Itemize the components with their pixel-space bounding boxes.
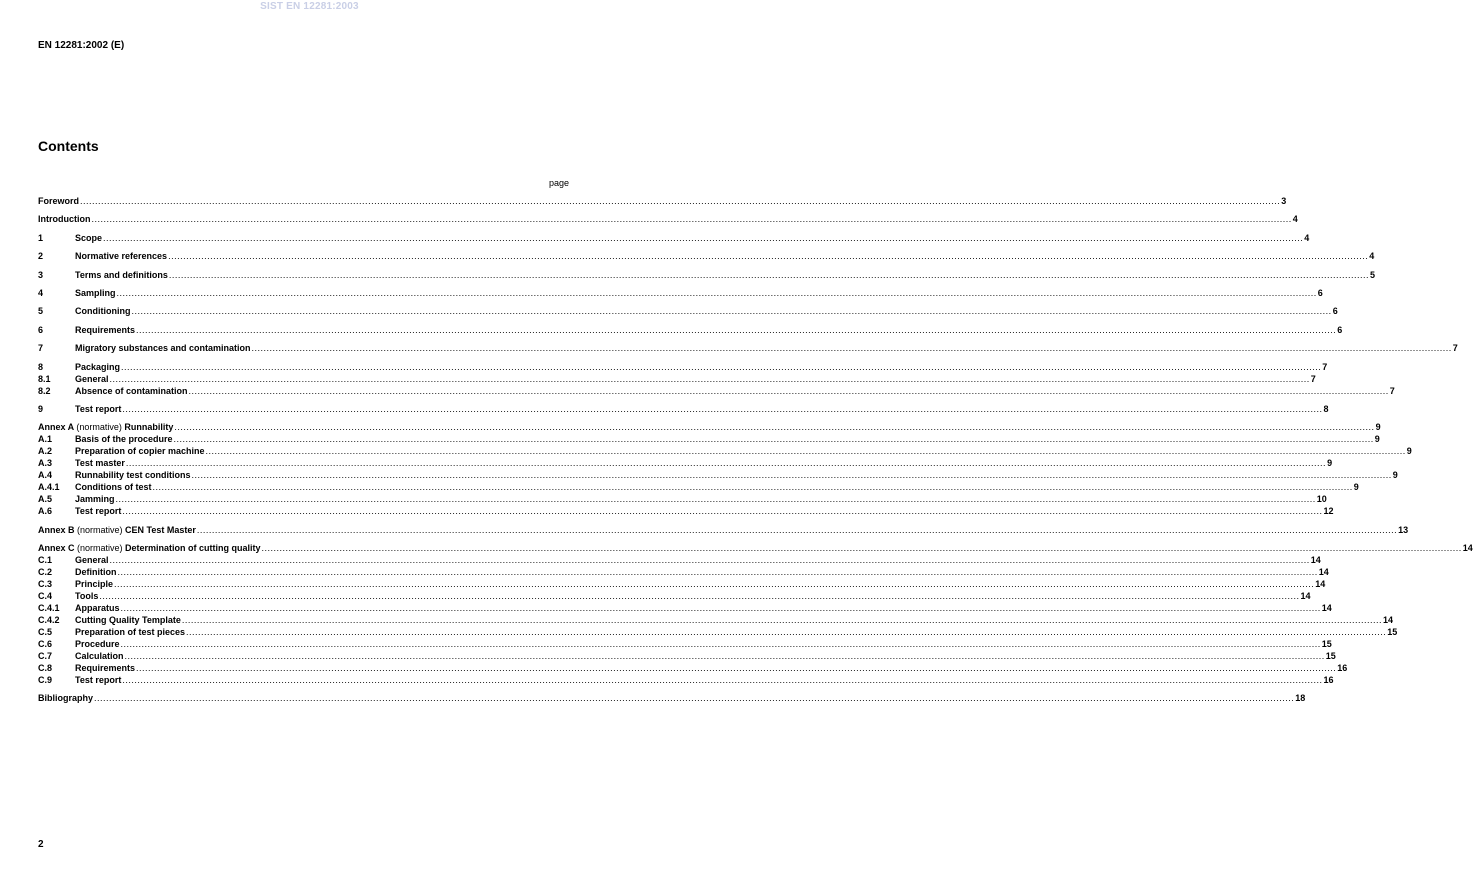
dot-leader: ................................................................................................................................................................................................................................................................................................................................................................................................................	[94, 693, 1295, 704]
dot-leader: ................................................................................................................................................................................................................................................................................................................................................................................................................	[115, 494, 1316, 505]
toc-entry-page: 18	[1295, 693, 1306, 704]
dot-leader: ................................................................................................................................................................................................................................................................................................................................................................................................................	[114, 579, 1315, 590]
toc-entry-page: 9	[1375, 422, 1381, 433]
toc-entry-title: Migratory substances and contamination	[75, 343, 251, 354]
dot-leader: ................................................................................................................................................................................................................................................................................................................................................................................................................	[124, 651, 1325, 662]
dot-leader: ................................................................................................................................................................................................................................................................................................................................................................................................................	[136, 324, 1337, 335]
toc-entry-title: Apparatus	[75, 603, 120, 614]
toc-entry-number: A.1	[38, 434, 53, 445]
toc-entry-title: Basis of the procedure	[75, 434, 173, 445]
toc-entry-number: A.4.1	[38, 482, 60, 493]
toc-entry-title: Preparation of test pieces	[75, 627, 186, 638]
toc-entry-number: C.4.2	[38, 615, 60, 626]
toc-entry-number: 6	[38, 324, 44, 335]
toc-entry-title: Normative references	[75, 251, 168, 262]
toc-entry-page: 7	[1452, 343, 1458, 354]
toc-entry-number: C.9	[38, 675, 53, 686]
toc-entry[interactable]	[38, 324, 1343, 336]
dot-leader: ................................................................................................................................................................................................................................................................................................................................................................................................................	[186, 627, 1387, 638]
toc-entry[interactable]	[38, 269, 1376, 281]
document-id: EN 12281:2002 (E)	[38, 40, 125, 51]
dot-leader: ................................................................................................................................................................................................................................................................................................................................................................................................................	[91, 214, 1292, 225]
toc-entry-title: Terms and definitions	[75, 269, 168, 280]
toc-entry-page: 7	[1389, 385, 1395, 396]
toc-entry[interactable]	[38, 638, 1332, 650]
toc-entry-annex: Annex C (normative)	[38, 543, 126, 554]
toc-entry-title: Introduction	[38, 214, 91, 225]
toc-entry-number: 7	[38, 343, 44, 354]
toc-entry-annex: Annex B (normative)	[38, 524, 126, 535]
dot-leader: ................................................................................................................................................................................................................................................................................................................................................................................................................	[196, 524, 1398, 535]
dot-leader: ................................................................................................................................................................................................................................................................................................................................................................................................................	[103, 232, 1304, 243]
page-number: 2	[38, 839, 44, 850]
toc-entry[interactable]	[38, 433, 1380, 445]
toc-entry-title: Calculation	[75, 651, 124, 662]
toc-entry-page: 14	[1383, 615, 1394, 626]
dot-leader: ................................................................................................................................................................................................................................................................................................................................................................................................................	[120, 639, 1321, 650]
toc-entry[interactable]	[38, 481, 1359, 493]
toc-entry-number: A.4	[38, 470, 53, 481]
toc-entry-page: 14	[1315, 579, 1326, 590]
toc-entry-page: 7	[1310, 373, 1316, 384]
toc-entry-page: 9	[1374, 434, 1380, 445]
toc-entry-page: 6	[1332, 306, 1338, 317]
dot-leader: ................................................................................................................................................................................................................................................................................................................................................................................................................	[168, 251, 1369, 262]
dot-leader: ................................................................................................................................................................................................................................................................................................................................................................................................................	[173, 434, 1374, 445]
table-of-contents	[38, 195, 1473, 704]
toc-entry-number: A.3	[38, 458, 53, 469]
toc-entry[interactable]	[38, 195, 1287, 207]
toc-entry[interactable]	[38, 421, 1381, 433]
dot-leader: ................................................................................................................................................................................................................................................................................................................................................................................................................	[251, 343, 1452, 354]
toc-entry-title: Absence of contamination	[75, 385, 188, 396]
toc-entry-page: 16	[1323, 675, 1334, 686]
toc-entry-page: 5	[1370, 269, 1376, 280]
toc-entry[interactable]	[38, 650, 1336, 662]
toc-entry-title: Conditioning	[75, 306, 131, 317]
toc-entry-title: Cutting Quality Template	[75, 615, 181, 626]
dot-leader: ................................................................................................................................................................................................................................................................................................................................................................................................................	[122, 506, 1323, 517]
toc-entry-number: C.3	[38, 579, 53, 590]
dot-leader: ................................................................................................................................................................................................................................................................................................................................................................................................................	[109, 373, 1310, 384]
toc-entry-number: A.2	[38, 446, 53, 457]
toc-entry-number: C.5	[38, 627, 53, 638]
dot-leader: ................................................................................................................................................................................................................................................................................................................................................................................................................	[152, 482, 1353, 493]
toc-entry-number: A.6	[38, 506, 53, 517]
dot-leader: ................................................................................................................................................................................................................................................................................................................................................................................................................	[122, 675, 1323, 686]
toc-entry[interactable]	[38, 692, 1306, 704]
dot-leader: ................................................................................................................................................................................................................................................................................................................................................................................................................	[122, 403, 1323, 414]
toc-entry[interactable]	[38, 578, 1326, 590]
toc-entry-title: Requirements	[75, 324, 136, 335]
toc-entry-number: 2	[38, 251, 44, 262]
toc-entry-title: Scope	[75, 232, 103, 243]
toc-entry-page: 6	[1317, 287, 1323, 298]
toc-entry-number: 8.2	[38, 385, 51, 396]
toc-entry-page: 14	[1462, 543, 1473, 554]
toc-entry-title: Foreword	[38, 196, 80, 206]
toc-entry-title: Conditions of test	[75, 482, 152, 493]
page-title: Contents	[38, 138, 99, 154]
toc-entry[interactable]	[38, 385, 1395, 397]
toc-entry-title: Test report	[75, 675, 122, 686]
toc-entry-number: 8	[38, 361, 44, 372]
toc-entry-number: C.2	[38, 567, 53, 578]
toc-entry-title: Test master	[75, 458, 125, 469]
toc-entry-title: Principle	[75, 579, 114, 590]
toc-entry-page: 15	[1321, 639, 1332, 650]
toc-entry-title: Jamming	[75, 494, 115, 505]
toc-entry[interactable]	[38, 602, 1332, 614]
dot-leader: ................................................................................................................................................................................................................................................................................................................................................................................................................	[80, 196, 1281, 206]
toc-entry-page: 14	[1321, 603, 1332, 614]
toc-entry-number: 3	[38, 269, 44, 280]
dot-leader: ................................................................................................................................................................................................................................................................................................................................................................................................................	[205, 446, 1406, 457]
toc-entry-page: 13	[1398, 524, 1409, 535]
toc-entry-number: C.1	[38, 555, 53, 566]
toc-entry-title: Test report	[75, 403, 122, 414]
toc-entry[interactable]	[38, 590, 1311, 602]
dot-leader: ................................................................................................................................................................................................................................................................................................................................................................................................................	[125, 458, 1327, 469]
toc-entry[interactable]	[38, 505, 1334, 517]
toc-entry-title: Sampling	[75, 287, 116, 298]
toc-entry-title: Test report	[75, 506, 122, 517]
toc-entry[interactable]	[38, 469, 1398, 481]
dot-leader: ................................................................................................................................................................................................................................................................................................................................................................................................................	[131, 306, 1332, 317]
toc-entry-page: 14	[1318, 567, 1329, 578]
toc-entry-title: Preparation of copier machine	[75, 446, 205, 457]
toc-entry-page: 9	[1392, 470, 1398, 481]
toc-entry[interactable]	[38, 662, 1348, 674]
toc-entry[interactable]	[38, 614, 1394, 626]
dot-leader: ................................................................................................................................................................................................................................................................................................................................................................................................................	[174, 422, 1375, 433]
dot-leader: ................................................................................................................................................................................................................................................................................................................................................................................................................	[117, 567, 1318, 578]
toc-entry-page: 14	[1310, 555, 1321, 566]
toc-entry[interactable]	[38, 674, 1334, 686]
toc-entry-number: C.4.1	[38, 603, 60, 614]
toc-entry[interactable]	[38, 554, 1321, 566]
toc-entry[interactable]	[38, 213, 1298, 225]
dot-leader: ................................................................................................................................................................................................................................................................................................................................................................................................................	[191, 470, 1392, 481]
toc-entry-page: 6	[1337, 324, 1343, 335]
toc-entry-page: 9	[1327, 458, 1333, 469]
dot-leader: ................................................................................................................................................................................................................................................................................................................................................................................................................	[188, 385, 1389, 396]
toc-entry-page: 4	[1304, 232, 1310, 243]
toc-entry-page: 12	[1323, 506, 1334, 517]
toc-entry[interactable]	[38, 305, 1338, 317]
toc-entry-page: 16	[1337, 663, 1348, 674]
toc-entry-page: 14	[1300, 591, 1311, 602]
toc-entry-number: 5	[38, 306, 44, 317]
toc-entry[interactable]	[38, 287, 1323, 299]
dot-leader: ................................................................................................................................................................................................................................................................................................................................................................................................................	[121, 361, 1322, 372]
dot-leader: ................................................................................................................................................................................................................................................................................................................................................................................................................	[99, 591, 1300, 602]
dot-leader: ................................................................................................................................................................................................................................................................................................................................................................................................................	[181, 615, 1383, 626]
toc-entry-page: 9	[1353, 482, 1359, 493]
toc-entry-number: C.4	[38, 591, 53, 602]
toc-entry-page: 15	[1325, 651, 1336, 662]
toc-entry-page: 15	[1387, 627, 1398, 638]
toc-entry-annex: Annex A (normative)	[38, 422, 125, 433]
toc-entry[interactable]	[38, 342, 1458, 354]
page-column-label: page	[548, 178, 569, 188]
toc-entry[interactable]	[38, 626, 1398, 638]
toc-entry[interactable]	[38, 361, 1328, 373]
toc-entry[interactable]	[38, 542, 1473, 554]
toc-entry-page: 4	[1292, 214, 1298, 225]
toc-entry-title: Runnability	[124, 422, 174, 433]
dot-leader: ................................................................................................................................................................................................................................................................................................................................................................................................................	[261, 543, 1462, 554]
toc-entry[interactable]	[38, 457, 1333, 469]
toc-entry-number: 4	[38, 287, 44, 298]
dot-leader: ................................................................................................................................................................................................................................................................................................................................................................................................................	[168, 269, 1370, 280]
toc-entry-number: A.5	[38, 494, 53, 505]
toc-entry-page: 10	[1316, 494, 1327, 505]
toc-entry-title: CEN Test Master	[125, 524, 196, 535]
toc-entry[interactable]	[38, 232, 1310, 244]
dot-leader: ................................................................................................................................................................................................................................................................................................................................................................................................................	[120, 603, 1321, 614]
toc-entry-title: Definition	[75, 567, 117, 578]
toc-entry-title: Bibliography	[38, 693, 94, 704]
dot-leader: ................................................................................................................................................................................................................................................................................................................................................................................................................	[116, 287, 1317, 298]
toc-entry[interactable]	[38, 403, 1329, 415]
toc-entry-title: Requirements	[75, 663, 136, 674]
toc-entry-title: General	[75, 373, 109, 384]
toc-entry-number: C.7	[38, 651, 53, 662]
toc-entry-title: General	[75, 555, 109, 566]
toc-entry-page: 7	[1322, 361, 1328, 372]
dot-leader: ................................................................................................................................................................................................................................................................................................................................................................................................................	[136, 663, 1337, 674]
toc-entry[interactable]	[38, 566, 1329, 578]
toc-entry-title: Procedure	[75, 639, 120, 650]
toc-entry[interactable]	[38, 445, 1412, 457]
toc-entry-page: 9	[1406, 446, 1412, 457]
toc-entry-number: C.8	[38, 663, 53, 674]
toc-entry[interactable]	[38, 373, 1316, 385]
toc-entry-page: 8	[1323, 403, 1329, 414]
toc-entry-number: 9	[38, 403, 44, 414]
toc-entry[interactable]	[38, 493, 1327, 505]
toc-entry[interactable]	[38, 250, 1375, 262]
toc-entry-title: Tools	[75, 591, 99, 602]
toc-entry-page: 3	[1281, 196, 1287, 206]
toc-entry-number: 1	[38, 232, 44, 243]
toc-entry-number: C.6	[38, 639, 53, 650]
dot-leader: ................................................................................................................................................................................................................................................................................................................................................................................................................	[109, 555, 1310, 566]
toc-entry-number: 8.1	[38, 373, 51, 384]
toc-entry-title: Packaging	[75, 361, 121, 372]
watermark: SIST EN 12281:2003	[260, 1, 359, 12]
toc-entry[interactable]	[38, 524, 1409, 536]
toc-entry-page: 4	[1369, 251, 1375, 262]
toc-entry-title: Runnability test conditions	[75, 470, 191, 481]
toc-entry-title: Determination of cutting quality	[125, 543, 261, 554]
